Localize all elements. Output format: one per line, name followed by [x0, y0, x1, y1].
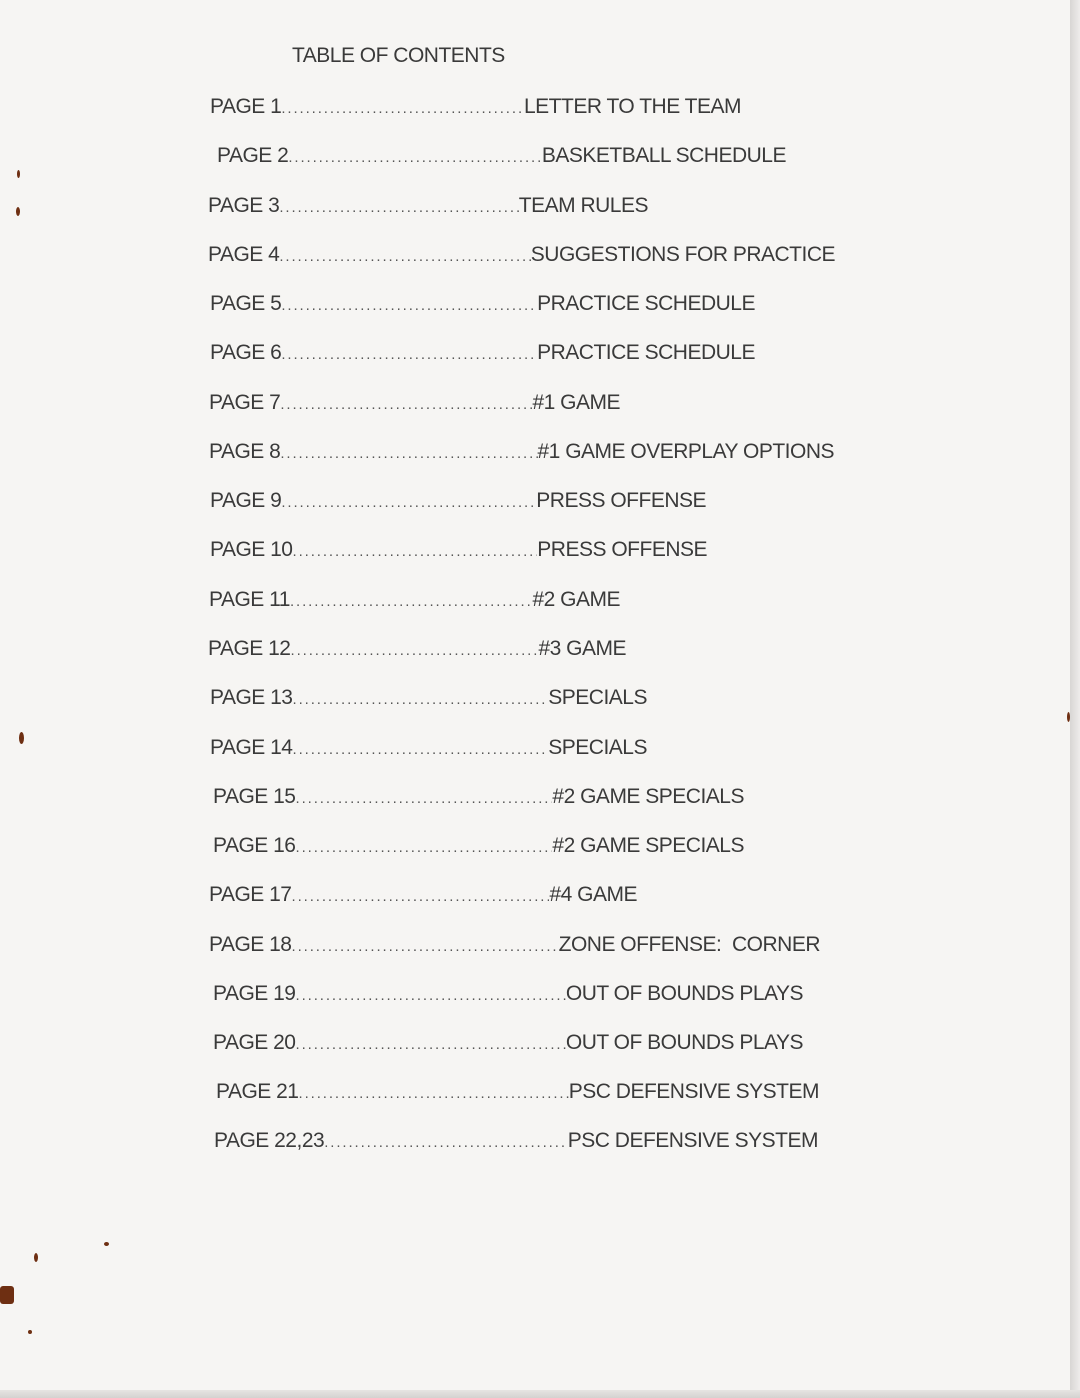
dot-leader [279, 243, 530, 271]
toc-page-number: PAGE 21 [216, 1080, 299, 1103]
dot-leader [291, 637, 539, 665]
toc-entry-title: #3 GAME [538, 637, 626, 660]
toc-page-number: PAGE 3 [208, 194, 280, 217]
dot-leader [280, 391, 532, 419]
toc-page-number: PAGE 8 [209, 440, 281, 463]
toc-entry [210, 487, 706, 515]
toc-page-number: PAGE 20 [213, 1031, 296, 1054]
page-edge-shadow [1070, 0, 1080, 1398]
toc-page-number: PAGE 2 [217, 144, 289, 167]
toc-entry [209, 438, 834, 466]
toc-entry-title: PSC DEFENSIVE SYSTEM [568, 1080, 819, 1103]
toc-entry [210, 339, 755, 367]
toc-page-number: PAGE 16 [213, 834, 296, 857]
toc-entry [209, 389, 620, 417]
dot-leader [279, 194, 518, 222]
toc-entry-title: PRESS OFFENSE [536, 489, 706, 512]
toc-entry [208, 192, 648, 220]
toc-entry [210, 290, 755, 318]
toc-entry-title: #1 GAME [532, 391, 620, 414]
dot-leader [281, 489, 536, 517]
rust-spot [17, 170, 20, 178]
toc-entry [210, 536, 707, 564]
toc-entry [209, 881, 637, 909]
dot-leader [292, 933, 559, 961]
toc-page-number: PAGE 22,23 [214, 1129, 325, 1152]
dot-leader [296, 834, 553, 862]
toc-entry-title: TEAM RULES [518, 194, 648, 217]
toc-entry-title: SPECIALS [548, 686, 647, 709]
toc-page-number: PAGE 1 [210, 95, 282, 118]
dot-leader [290, 588, 533, 616]
toc-entry-title: SPECIALS [548, 736, 647, 759]
toc-page-number: PAGE 7 [209, 391, 281, 414]
toc-page-number: PAGE 15 [213, 785, 296, 808]
toc-entry [208, 241, 835, 269]
toc-page-number: PAGE 12 [208, 637, 291, 660]
toc-entry-title: #1 GAME OVERPLAY OPTIONS [537, 440, 834, 463]
toc-entry [213, 783, 744, 811]
toc-entry [213, 1029, 803, 1057]
dot-leader [292, 883, 550, 911]
toc-entry-title: #2 GAME [532, 588, 620, 611]
rust-spot [28, 1330, 32, 1334]
toc-page-number: PAGE 5 [210, 292, 282, 315]
toc-title: TABLE OF CONTENTS [292, 44, 505, 67]
rust-spot [19, 732, 24, 744]
dot-leader [299, 1080, 569, 1108]
toc-entry-title: OUT OF BOUNDS PLAYS [565, 1031, 803, 1054]
toc-entry [210, 93, 741, 121]
toc-entry-title: OUT OF BOUNDS PLAYS [565, 982, 803, 1005]
toc-page-number: PAGE 17 [209, 883, 292, 906]
toc-entry-title: ZONE OFFENSE: CORNER [558, 933, 820, 956]
dot-leader [288, 144, 542, 172]
rust-spot [104, 1242, 109, 1246]
toc-entry [214, 1127, 818, 1155]
dot-leader [293, 686, 549, 714]
toc-page-number: PAGE 9 [210, 489, 282, 512]
toc-entry [213, 832, 744, 860]
toc-entry-title: PSC DEFENSIVE SYSTEM [567, 1129, 818, 1152]
rust-spot [0, 1286, 14, 1304]
toc-entry-title: BASKETBALL SCHEDULE [541, 144, 786, 167]
toc-entry-title: PRACTICE SCHEDULE [537, 341, 755, 364]
toc-entry [210, 684, 647, 712]
dot-leader [296, 1031, 566, 1059]
dot-leader [296, 785, 553, 813]
dot-leader [324, 1129, 568, 1157]
dot-leader [281, 341, 537, 369]
toc-page-number: PAGE 6 [210, 341, 282, 364]
toc-page-number: PAGE 18 [209, 933, 292, 956]
rust-spot [34, 1253, 38, 1262]
toc-entry-title: #4 GAME [549, 883, 637, 906]
toc-entry [217, 142, 786, 170]
dot-leader [293, 736, 549, 764]
toc-entry [216, 1078, 819, 1106]
toc-page-number: PAGE 10 [210, 538, 293, 561]
toc-entry-title: SUGGESTIONS FOR PRACTICE [530, 243, 835, 266]
dot-leader [281, 95, 524, 123]
toc-page-number: PAGE 13 [210, 686, 293, 709]
dot-leader [293, 538, 538, 566]
page-edge-shadow [0, 1390, 1080, 1398]
toc-page-number: PAGE 11 [209, 588, 290, 611]
toc-entry [209, 931, 820, 959]
dot-leader [281, 292, 537, 320]
toc-entry [208, 635, 626, 663]
dot-leader [296, 982, 566, 1010]
toc-entry-title: LETTER TO THE TEAM [524, 95, 741, 118]
toc-entry [213, 980, 803, 1008]
rust-spot [16, 207, 20, 216]
toc-entry-title: PRACTICE SCHEDULE [537, 292, 755, 315]
toc-entry [210, 734, 647, 762]
dot-leader [280, 440, 537, 468]
toc-page-number: PAGE 19 [213, 982, 296, 1005]
toc-entry [209, 586, 620, 614]
toc-entry-title: PRESS OFFENSE [537, 538, 707, 561]
toc-entry-title: #2 GAME SPECIALS [552, 785, 744, 808]
toc-page-number: PAGE 14 [210, 736, 293, 759]
toc-page-number: PAGE 4 [208, 243, 280, 266]
toc-entry-title: #2 GAME SPECIALS [552, 834, 744, 857]
